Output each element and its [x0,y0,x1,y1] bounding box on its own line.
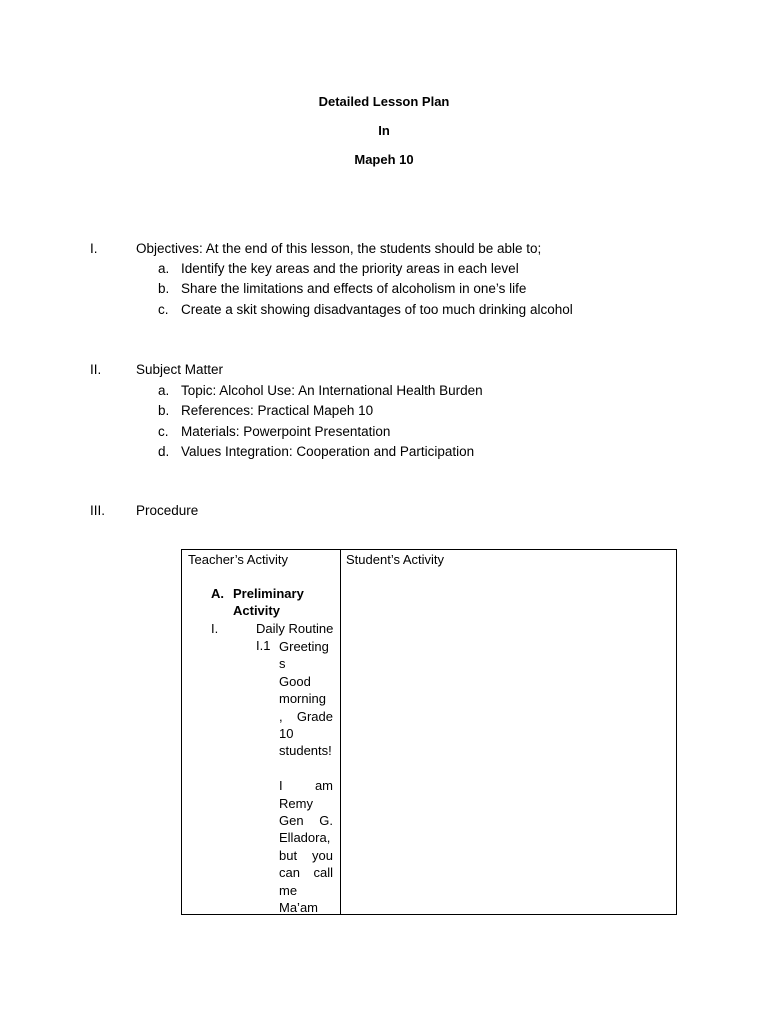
greeting-word: you [312,847,333,863]
greeting-line [279,673,333,690]
greeting-word: Elladora, [279,830,331,846]
list-item-text: Create a skit showing disadvantages of too much drinking alcohol [181,302,573,317]
greeting-paragraph [279,638,333,917]
procedure-table [181,549,677,915]
list-item-letter: b. [158,403,170,418]
list-item-letter: c. [158,424,169,439]
greeting-word: call [313,865,333,881]
table-header-student: Student’s Activity [346,552,445,567]
list-item-text: Values Integration: Cooperation and Participation [181,444,475,459]
greeting-word: Gen [279,813,304,829]
greeting-line [279,742,333,759]
preliminary-letter: A. [211,586,224,601]
greeting-word: morning [279,691,326,707]
greeting-line [279,847,333,864]
greeting-word: 10 [279,726,294,742]
list-item-text: Identify the key areas and the priority areas in each level [181,261,519,276]
section-heading-subject-matter: Subject Matter [136,362,224,377]
greeting-word: can [279,865,300,881]
greeting-word: s [279,656,286,672]
section-numeral: I. [90,241,98,256]
document-subject: Mapeh 10 [354,152,414,167]
section-heading-procedure: Procedure [136,503,199,518]
section-numeral: III. [90,503,106,518]
greeting-line [279,725,333,742]
greeting-word: but [279,847,298,863]
greeting-word: Grade [296,708,333,724]
greeting-word: , [279,708,283,724]
greeting-line [279,638,333,655]
greeting-word: am [314,778,333,794]
greeting-line [279,812,333,829]
greeting-word: G. [319,813,333,829]
routine-numeral: I. [211,621,219,636]
greeting-line [279,829,333,846]
list-item-text: Share the limitations and effects of alcoholism in one’s life [181,281,527,296]
greeting-word: Greeting [279,639,329,654]
list-item-letter: c. [158,302,169,317]
greeting-word: Good [279,673,311,689]
greeting-word: Remy [279,795,313,811]
routine-title: Daily Routine [256,621,334,636]
list-item-letter: a. [158,261,170,276]
greeting-line [279,708,333,725]
greeting-word: me [279,882,298,898]
greeting-line [279,795,333,812]
list-item-letter: d. [158,444,170,459]
list-item-letter: a. [158,383,170,398]
table-column-divider [340,550,341,914]
greeting-line [279,864,333,881]
list-item-text: Materials: Powerpoint Presentation [181,424,391,439]
greeting-word: Ma’am [279,900,319,916]
document-title-connector: In [378,123,390,138]
greetings-number: I.1 [256,638,271,653]
section-heading-objectives: Objectives: At the end of this lesson, the students should be able to; [136,241,542,256]
greeting-line [279,899,333,916]
greeting-line [279,882,333,899]
table-header-teacher: Teacher’s Activity [188,552,288,567]
preliminary-title-line1: Preliminary [233,586,304,601]
list-item-text: Topic: Alcohol Use: An International Health Burden [181,383,483,398]
preliminary-title-line2: Activity [233,603,280,618]
document-title: Detailed Lesson Plan [318,94,450,109]
greeting-word: I [279,778,283,794]
greeting-line [279,655,333,672]
list-item-letter: b. [158,281,170,296]
greeting-line [279,760,333,777]
list-item-text: References: Practical Mapeh 10 [181,403,374,418]
greeting-line [279,690,333,707]
greeting-line [279,777,333,794]
section-numeral: II. [90,362,102,377]
greeting-word: students! [279,743,332,759]
